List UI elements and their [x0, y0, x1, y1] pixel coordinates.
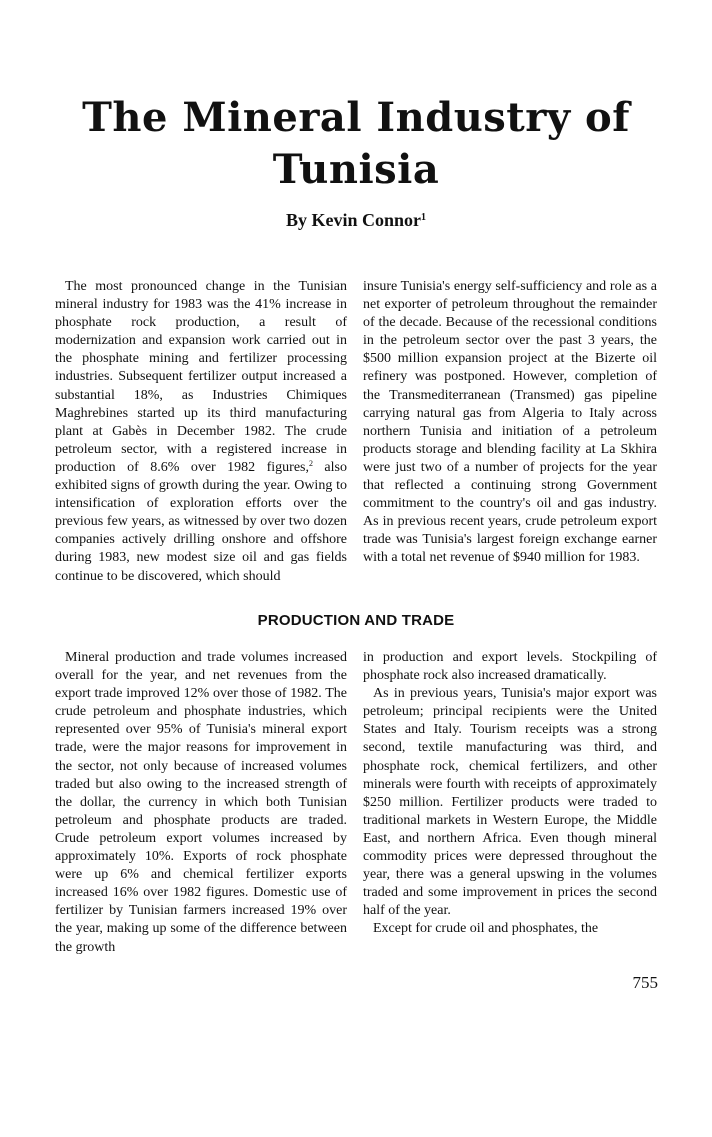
intro-paragraph-continued: insure Tunisia's energy self-sufficiency and role as a net exporter of petroleum throughout the remainder of the decade. Because of the recessional conditions in the petroleum sector over the past 3 years, the $500 million expansion project at the Bizerte oil refinery was postponed. However, completion of the Transmediterranean (Transmed) gas pipeline carrying natural gas from Algeria to Italy across northern Tunisia and initiation of a petroleum products storage and blending facility at La Skhira were just two of a number of projects for the year that reflected a continuing strong Government commitment to the country's oil and gas industry. As in previous recent years, crude petroleum export trade was Tunisia's largest foreign exchange earner with a total net revenue of $940 million for 1983. [363, 279, 657, 566]
section-paragraph: Mineral production and trade volumes increased overall for the year, and net revenues from the export trade improved 12% over those of 1982. The crude petroleum and phosphate industries, which represented over 95% of Tunisia's mineral export trade, were the major reasons for improvement in the sector, not only because of increased volumes traded but also owing to the increased strength of the dollar, the currency in which both Tunisian petroleum and phosphate products are traded. Crude petroleum export volumes increased by approximately 10%. Exports of rock phosphate were up 6% and chemical fertilizer exports increased 16% over 1982 figures. Domestic use of fertilizer by Tunisian farmers increased 19% over the year, making up some of the difference between the growth [55, 650, 347, 955]
article-title [56, 92, 656, 196]
title-line-1: The Mineral Industry of [82, 94, 630, 141]
section-paragraph-continued: in production and export levels. Stockpiling of phosphate rock also increased dramatically. [363, 650, 657, 684]
author-name: By Kevin Connor [285, 210, 422, 230]
footnote-marker: 2 [308, 458, 313, 468]
intro-column-right [363, 278, 657, 568]
section-column-right [363, 649, 657, 939]
section-paragraph: As in previous years, Tunisia's major export was petroleum; principal recipients were the United States and Italy. Tourism receipts was a strong second, textile manufacturing was third, and phosphate rock, chemical fertilizers, and other minerals were fourth with receipts of approximately $250 million. Fertilizer products were traded to traditional markets in Western Europe, the Middle East, and northern Africa. Even though mineral commodity prices were depressed throughout the year, there was a general upswing in the volumes traded and some improvement in prices the second half of the year. [363, 686, 657, 919]
intro-paragraph: The most pronounced change in the Tunisian mineral industry for 1983 was the 41% increase in phosphate rock production, a result of modernization and expansion work carried out in the phosphate mining and fertilizer processing industries. Subsequent fertilizer output increased a substantial 18%, as Industries Chimiques Maghrebines started up its third manufacturing plant at Gabès in December 1982. The crude petroleum sector, with a registered increase in production of 8.6% over 1982 figures,$^2$ also exhibited signs of growth during the year. Owing to intensification of exploration efforts over the previous few years, as witnessed by over two dozen companies actively drilling onshore and offshore during 1983, new modest size oil and gas fields continue to be discovered, which should [55, 279, 347, 584]
title-line-2: Tunisia [272, 146, 440, 193]
page-number: 755 [632, 973, 658, 992]
intro-column-left [55, 278, 347, 586]
section-column-left [55, 649, 347, 957]
author-byline [56, 208, 656, 232]
footnote-marker: 1 [421, 212, 427, 223]
section-paragraph: Except for crude oil and phosphates, the [373, 921, 599, 937]
section-heading: PRODUCTION AND TRADE [257, 612, 455, 629]
